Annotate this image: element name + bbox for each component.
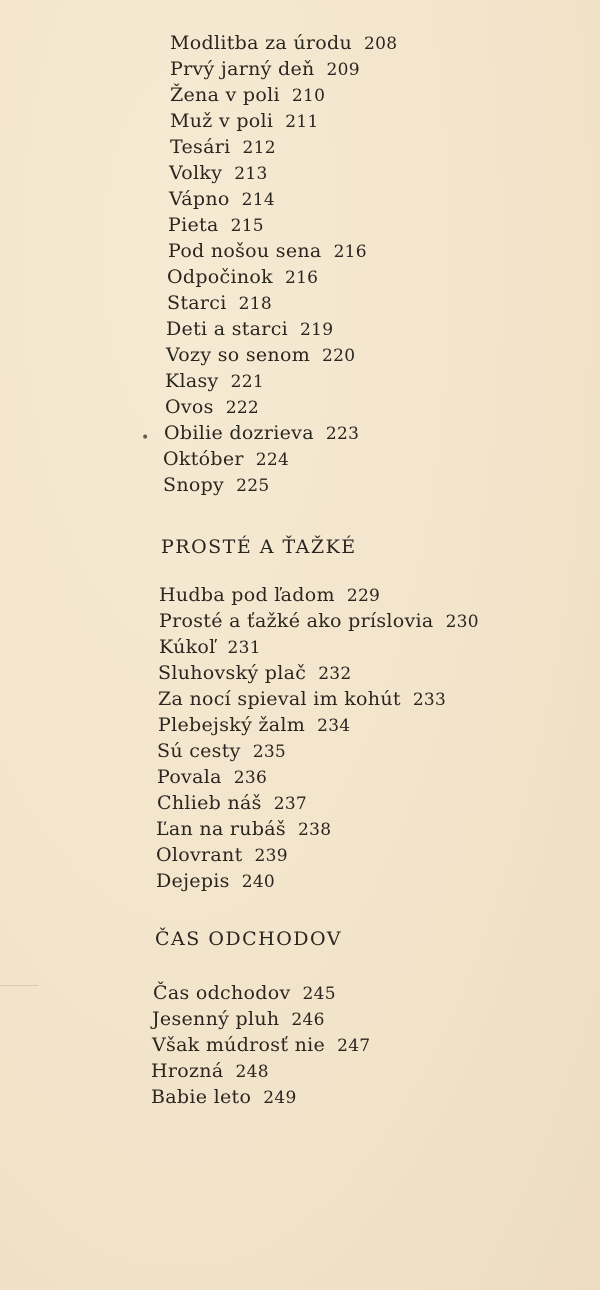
toc-entry [164, 420, 397, 446]
toc-entry [170, 56, 397, 82]
entry-page-number: 236 [233, 768, 268, 788]
toc-entry [153, 980, 370, 1006]
toc-entry [166, 342, 397, 368]
toc-entry [169, 160, 397, 186]
toc-entry [167, 264, 397, 290]
entry-title: Prosté a ťažké ako príslovia [159, 610, 434, 632]
section-heading: PROSTÉ A ŤAŽKÉ [161, 536, 357, 558]
toc-entry [170, 108, 397, 134]
toc-entry [170, 30, 397, 56]
entry-page-number: 239 [254, 846, 288, 866]
entry-title: Ľan na rubáš [156, 818, 286, 840]
toc-entry [170, 134, 397, 160]
entry-title: Klasy [165, 370, 219, 392]
entry-title: Jesenný pluh [152, 1008, 280, 1030]
entry-title: Starci [167, 292, 227, 314]
toc-entry [168, 212, 397, 238]
toc-entry [158, 686, 479, 712]
toc-entry [159, 608, 479, 634]
entry-page-number: 215 [230, 216, 264, 236]
section-heading: ČAS ODCHODOV [155, 928, 343, 950]
toc-entry [163, 472, 397, 498]
entry-title: Za nocí spieval im kohút [158, 688, 401, 710]
entry-page-number: 211 [285, 112, 319, 132]
entry-title: Pod nošou sena [168, 240, 322, 262]
toc-entry [169, 186, 397, 212]
entry-title: Žena v poli [170, 84, 280, 106]
entry-title: Povala [157, 766, 222, 788]
toc-entry [158, 660, 479, 686]
entry-title: Čas odchodov [153, 982, 291, 1004]
entry-title: Tesári [170, 136, 231, 158]
entry-page-number: 210 [291, 86, 326, 106]
entry-page-number: 224 [255, 450, 290, 470]
entry-title: Prvý jarný deň [170, 58, 315, 80]
entry-title: Chlieb náš [157, 792, 262, 814]
toc-entry [157, 790, 479, 816]
entry-title: Muž v poli [170, 110, 274, 132]
entry-page-number: 218 [238, 294, 272, 314]
entry-page-number: 245 [302, 984, 336, 1004]
entry-page-number: 214 [241, 190, 276, 210]
entry-page-number: 248 [235, 1062, 269, 1082]
entry-page-number: 209 [326, 60, 360, 80]
entry-page-number: 223 [325, 424, 360, 444]
entry-page-number: 247 [337, 1036, 371, 1056]
entry-title: Sú cesty [157, 740, 241, 762]
entry-title: Sluhovský plač [158, 662, 307, 684]
entry-page-number: 222 [225, 398, 260, 418]
entry-page-number: 212 [242, 138, 276, 158]
toc-entry [156, 868, 479, 894]
toc-section-1 [163, 30, 398, 498]
page-edge-mark [0, 985, 38, 986]
entry-page-number: 234 [317, 716, 351, 736]
entry-title: Olovrant [156, 844, 243, 866]
entry-title: Október [163, 448, 244, 470]
entry-page-number: 249 [263, 1088, 297, 1108]
toc-section-3 [153, 980, 370, 1110]
toc-entry [156, 842, 479, 868]
entry-title: Modlitba za úrodu [170, 32, 353, 54]
entry-title: Vápno [169, 188, 230, 210]
entry-title: Dejepis [156, 870, 230, 892]
toc-section-2 [156, 582, 479, 894]
entry-title: Hudba pod ľadom [159, 584, 335, 606]
entry-title: Volky [169, 162, 223, 184]
entry-page-number: 221 [230, 372, 264, 392]
entry-page-number: 220 [322, 346, 356, 366]
toc-entry [163, 446, 397, 472]
entry-page-number: 216 [284, 268, 319, 288]
entry-title: Pieta [168, 214, 219, 236]
entry-title: Hrozná [151, 1060, 224, 1082]
toc-entry [165, 368, 397, 394]
toc-entry [167, 290, 397, 316]
entry-title: Babie leto [151, 1086, 252, 1108]
toc-entry [152, 1006, 370, 1032]
toc-entry [157, 738, 479, 764]
entry-title: Obilie dozrieva [164, 422, 314, 444]
entry-page-number: 230 [445, 612, 479, 632]
entry-title: Však múdrosť nie [152, 1034, 326, 1056]
entry-title: Plebejský žalm [158, 714, 306, 736]
toc-entry [168, 238, 397, 264]
entry-page-number: 235 [252, 742, 287, 762]
entry-title: Odpočinok [167, 266, 273, 288]
entry-title: Snopy [163, 474, 225, 496]
toc-entry [166, 316, 397, 342]
entry-page-number: 219 [300, 320, 334, 340]
toc-entry [156, 816, 479, 842]
entry-page-number: 231 [227, 638, 261, 658]
entry-page-number: 216 [333, 242, 367, 262]
entry-title: Ovos [165, 396, 214, 418]
toc-entry [159, 634, 479, 660]
bullet-mark: • [141, 430, 150, 446]
toc-entry [159, 582, 479, 608]
toc-entry [152, 1032, 370, 1058]
entry-title: Deti a starci [166, 318, 289, 340]
entry-page-number: 237 [273, 794, 308, 814]
entry-title: Kúkoľ [159, 636, 216, 658]
entry-page-number: 225 [236, 476, 270, 496]
entry-page-number: 208 [364, 34, 398, 54]
entry-page-number: 240 [241, 872, 276, 892]
toc-entry [151, 1084, 370, 1110]
entry-title: Vozy so senom [166, 344, 311, 366]
entry-page-number: 246 [291, 1010, 325, 1030]
entry-page-number: 233 [412, 690, 447, 710]
toc-entry [157, 764, 479, 790]
toc-entry [151, 1058, 370, 1084]
toc-entry [158, 712, 479, 738]
entry-page-number: 232 [318, 664, 352, 684]
entry-page-number: 238 [298, 820, 332, 840]
entry-page-number: 213 [234, 164, 268, 184]
entry-page-number: 229 [346, 586, 381, 606]
toc-entry [170, 82, 397, 108]
toc-entry [165, 394, 397, 420]
